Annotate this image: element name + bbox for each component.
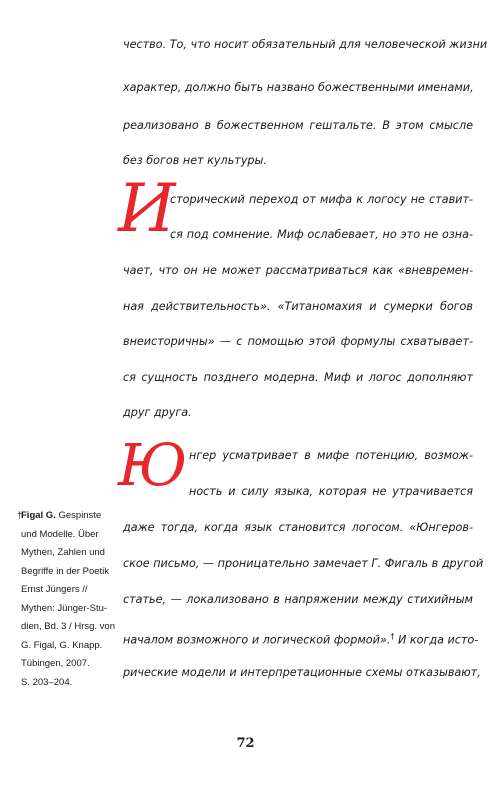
text-line: характер, должно быть названо божественными именами, [123,81,474,94]
text-line: друг друга. [123,406,192,419]
text-line: ское письмо, — проницательно замечает Г. Фигаль в другой [123,557,484,570]
text-line: чает, что он не может рассматриваться как «вневремен- [123,264,473,277]
dropcap-yu: Ю [118,431,188,499]
text-line: ся сущность позднего модерна. Миф и логос дополняют [123,371,473,384]
sidenote-line [21,507,119,526]
sidenote-line: Tübingen, 2007. [21,658,90,669]
text-line: статье, — локализовано в напряжении между стихийным [123,593,473,606]
sidenote-dagger: † [17,510,23,521]
text-line: реализовано в божественном гештальте. В этом смысле [123,119,473,132]
sidenote-line: Ernst Jüngers // [21,584,88,595]
dropcap-i: И [118,170,176,247]
sidenote-line: Begriffe in der Poetik [21,565,110,577]
sidenote-line: S. 203–204. [21,676,73,688]
text-segment: И когда исто- [394,633,479,647]
sidenote-line: und Modelle. Über [21,528,99,540]
text-segment: началом возможного и логической формой». [123,633,391,647]
sidenote-text: Gespinste [55,510,102,521]
text-line [123,629,479,649]
page-number: 72 [236,736,255,751]
text-line: внеисторичны» — с помощью этой формулы схватывает- [123,335,473,348]
sidenote-line: Mythen: Jünger-Stu- [21,602,108,614]
text-line: без богов нет культуры. [123,154,267,167]
text-line: нгер усматривает в мифе потенцию, возмож- [189,449,473,462]
text-line: ная действительность». «Титаномахия и сумерки богов [123,300,473,313]
sidenote-author: Figal G. [21,510,56,521]
text-line: даже тогда, когда язык становится логосом. «Юнгеров- [123,521,473,534]
footnote-mark[interactable]: † [390,632,395,641]
text-line: ность и силу языка, которая не утрачивается [189,485,473,498]
text-line: ся под сомнение. Миф ослабевает, но это не озна- [170,228,473,241]
text-line: рические модели и интерпретационные схемы отказывают, [123,666,481,679]
sidenote-reference [17,507,119,692]
sidenote-line: Mythen, Zahlen und [21,547,105,558]
sidenote-line: G. Figal, G. Knapp. [21,639,103,651]
text-line: сторический переход от мифа к логосу не ставит- [170,193,473,206]
sidenote-line: dien, Bd. 3 / Hrsg. von [21,621,115,632]
text-line: чество. То, что носит обязательный для человеческой жизни [123,38,488,51]
